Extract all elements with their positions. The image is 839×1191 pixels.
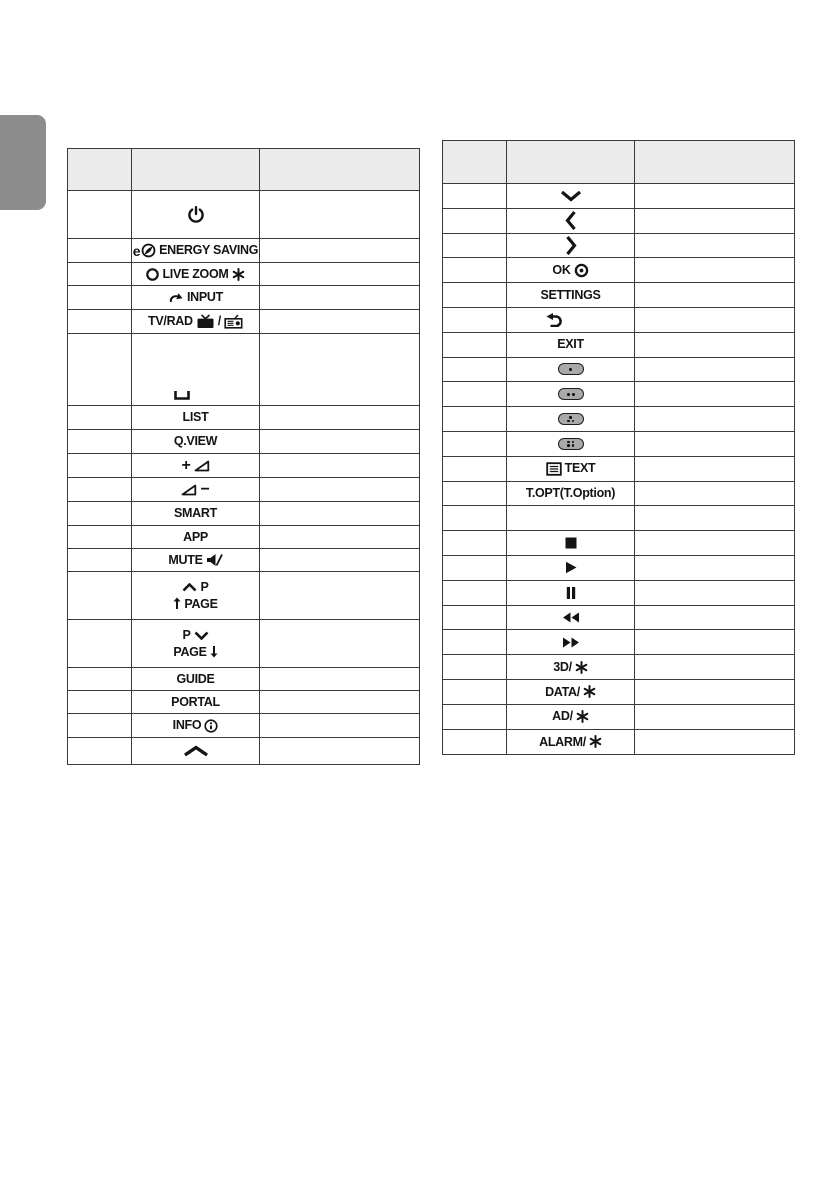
description-cell: [259, 714, 419, 737]
exit-button: [506, 333, 634, 357]
table-header-row: [443, 141, 794, 184]
fast-forward-icon: [562, 637, 580, 648]
pill-2dot-icon: [558, 388, 584, 400]
index-cell: [68, 502, 131, 525]
volume-wedge-icon: [194, 459, 210, 472]
index-cell: [68, 478, 131, 501]
asterisk-icon: [576, 710, 589, 723]
description-cell: [259, 668, 419, 690]
table-header-row: [68, 149, 419, 191]
description-cell: [634, 308, 794, 332]
ad-button-row: [443, 705, 794, 730]
description-cell: [634, 358, 794, 382]
stop-button: [506, 531, 634, 555]
description-cell: [634, 531, 794, 555]
description-cell: [634, 482, 794, 506]
rewind-button: [506, 606, 634, 630]
alarm-button-row: [443, 730, 794, 755]
text-button-row: [443, 457, 794, 482]
asterisk-icon: [232, 268, 245, 281]
description-cell: [634, 209, 794, 233]
index-cell: [443, 556, 506, 580]
index-cell: [68, 526, 131, 548]
info-button: [131, 714, 259, 737]
volume-up-button: [131, 454, 259, 477]
button-label: INFO: [172, 718, 202, 733]
index-cell: [68, 668, 131, 690]
topt-button: [506, 482, 634, 506]
index-cell: [68, 738, 131, 764]
stop-icon: [565, 537, 577, 549]
nav-down-button: [506, 184, 634, 208]
description-cell: [634, 184, 794, 208]
qview-button: [131, 430, 259, 453]
page-up-button-row: [68, 572, 419, 620]
portal-button-row: [68, 691, 419, 714]
index-cell: [443, 730, 506, 755]
settings-button: [506, 283, 634, 307]
qview-button-row: [68, 430, 419, 454]
page-arrow-down-icon: [210, 645, 218, 658]
header-cell: [68, 149, 131, 190]
index-cell: [443, 333, 506, 357]
app-button-row: [68, 526, 419, 549]
volume-down-button-row: [68, 478, 419, 502]
description-cell: [634, 234, 794, 258]
text-button: [506, 457, 634, 481]
pause-button: [506, 581, 634, 605]
index-cell: [443, 705, 506, 729]
button-label: MUTE: [168, 552, 203, 567]
button-label: +: [181, 456, 191, 474]
live-zoom-button-row: [68, 263, 419, 286]
remote-buttons-table-right: [442, 140, 795, 755]
3d-button-row: [443, 655, 794, 680]
index-cell: [68, 191, 131, 238]
description-cell: [634, 506, 794, 530]
description-cell: [634, 432, 794, 456]
index-cell: [68, 286, 131, 309]
index-cell: [443, 358, 506, 382]
index-cell: [68, 430, 131, 453]
button-label: DATA/: [545, 684, 580, 699]
empty-row: [506, 506, 634, 530]
header-cell: [634, 141, 794, 183]
app-button: [131, 526, 259, 548]
volume-down-button: [131, 478, 259, 501]
button-label: 3D/: [553, 659, 572, 674]
index-cell: [443, 308, 506, 332]
pill-4dot-icon: [558, 438, 584, 450]
description-cell: [259, 310, 419, 333]
back-button-row: [443, 308, 794, 333]
page-down-button: [131, 620, 259, 667]
asterisk-icon: [575, 661, 588, 674]
button-label: −: [200, 480, 210, 498]
pause-icon: [566, 587, 576, 599]
ok-target-icon: [574, 263, 589, 278]
description-cell: [259, 430, 419, 453]
pause-button-row: [443, 581, 794, 606]
index-cell: [68, 263, 131, 285]
button-label: SMART: [174, 506, 217, 521]
header-cell: [259, 149, 419, 190]
pill-3dot-icon: [558, 413, 584, 425]
live-zoom-button: [131, 263, 259, 285]
description-cell: [634, 382, 794, 406]
portal-button: [131, 691, 259, 713]
button-label: APP: [183, 529, 208, 544]
tv-icon: [196, 314, 215, 329]
button-label: ALARM/: [539, 734, 586, 749]
exit-button-row: [443, 333, 794, 358]
description-cell: [634, 283, 794, 307]
ok-button: [506, 258, 634, 282]
two-dot-button: [506, 382, 634, 406]
ad-button: [506, 705, 634, 729]
data-button-row: [443, 680, 794, 705]
index-cell: [443, 258, 506, 282]
description-cell: [634, 630, 794, 654]
teletext-icon: [546, 462, 562, 476]
smart-button-row: [68, 502, 419, 526]
index-cell: [68, 454, 131, 477]
four-dot-button: [506, 432, 634, 456]
index-cell: [68, 239, 131, 262]
description-cell: [634, 680, 794, 704]
input-button: [131, 286, 259, 309]
description-cell: [259, 406, 419, 429]
chevron-left-icon: [565, 210, 577, 231]
chevron-up-small-icon: [182, 583, 197, 592]
nav-left-button-row: [443, 209, 794, 234]
description-cell: [259, 691, 419, 713]
button-label: PORTAL: [171, 694, 220, 709]
topt-button-row: [443, 482, 794, 507]
description-cell: [634, 556, 794, 580]
description-cell: [259, 572, 419, 619]
index-cell: [443, 209, 506, 233]
tv-rad-button: [131, 310, 259, 333]
list-button: [131, 406, 259, 429]
info-button-row: [68, 714, 419, 738]
description-cell: [634, 258, 794, 282]
description-cell: [259, 738, 419, 764]
button-label: OK: [552, 263, 571, 278]
data-button: [506, 680, 634, 704]
button-label: ENERGY SAVING: [159, 243, 259, 258]
description-cell: [259, 549, 419, 571]
radio-icon: [224, 314, 243, 329]
three-dot-button: [506, 407, 634, 431]
space-icon: [172, 388, 192, 401]
description-cell: [634, 655, 794, 679]
ok-button-row: [443, 258, 794, 283]
chevron-up-wide-icon: [183, 745, 209, 757]
index-cell: [68, 572, 131, 619]
play-button-row: [443, 556, 794, 581]
index-cell: [68, 334, 131, 405]
index-cell: [443, 283, 506, 307]
description-cell: [259, 620, 419, 667]
mute-button-row: [68, 549, 419, 572]
description-cell: [634, 581, 794, 605]
description-cell: [634, 705, 794, 729]
back-button: [506, 308, 634, 332]
chevron-down-icon: [560, 190, 582, 202]
play-icon: [565, 561, 577, 574]
button-label: TV/RAD: [148, 314, 193, 329]
button-label: /: [217, 314, 221, 329]
two-dot-button-row: [443, 382, 794, 407]
button-label: LIST: [182, 410, 209, 425]
three-dot-button-row: [443, 407, 794, 432]
volume-wedge-icon: [181, 483, 197, 496]
one-dot-button-row: [443, 358, 794, 383]
index-cell: [443, 482, 506, 506]
button-label: P: [182, 627, 191, 642]
guide-button-row: [68, 668, 419, 691]
description-cell: [634, 333, 794, 357]
power-button: [131, 191, 259, 238]
index-cell: [443, 655, 506, 679]
energy-saving-button-row: [68, 239, 419, 263]
nav-up-button: [131, 738, 259, 764]
fast-forward-button: [506, 630, 634, 654]
button-label: TEXT: [564, 461, 596, 476]
index-cell: [443, 680, 506, 704]
nav-down-button-row: [443, 184, 794, 209]
nav-up-button-row: [68, 738, 419, 764]
index-cell: [443, 234, 506, 258]
mute-icon: [206, 553, 223, 567]
list-button-row: [68, 406, 419, 430]
header-cell: [443, 141, 506, 183]
energy-saving-icon: e: [133, 243, 156, 258]
index-cell: [443, 184, 506, 208]
description-cell: [634, 407, 794, 431]
energy-saving-button: [131, 239, 259, 262]
index-cell: [68, 310, 131, 333]
button-label: AD/: [552, 709, 573, 724]
index-cell: [443, 531, 506, 555]
circle-icon: [146, 268, 159, 281]
volume-up-button-row: [68, 454, 419, 478]
header-cell: [506, 141, 634, 183]
button-label: GUIDE: [176, 671, 215, 686]
pill-1dot-icon: [558, 363, 584, 375]
description-cell: [634, 606, 794, 630]
back-icon: [546, 313, 564, 327]
description-cell: [259, 263, 419, 285]
button-label: INPUT: [186, 290, 223, 305]
description-cell: [259, 526, 419, 548]
description-cell: [259, 502, 419, 525]
button-label: P: [200, 579, 209, 594]
play-button: [506, 556, 634, 580]
index-cell: [443, 432, 506, 456]
index-cell: [68, 620, 131, 667]
asterisk-icon: [583, 685, 596, 698]
chapter-tab: [0, 115, 46, 210]
button-label: SETTINGS: [540, 287, 601, 302]
four-dot-button-row: [443, 432, 794, 457]
button-label: PAGE: [173, 644, 207, 659]
3d-button: [506, 655, 634, 679]
power-icon: [186, 205, 206, 225]
index-cell: [68, 406, 131, 429]
description-cell: [259, 334, 419, 405]
index-cell: [443, 407, 506, 431]
info-icon: [204, 719, 218, 733]
index-cell: [443, 382, 506, 406]
tv-rad-button-row: [68, 310, 419, 334]
input-icon: [168, 291, 184, 304]
description-cell: [259, 286, 419, 309]
button-label: EXIT: [557, 337, 584, 352]
input-button-row: [68, 286, 419, 310]
guide-button: [131, 668, 259, 690]
rewind-icon: [562, 612, 580, 623]
page-down-button-row: [68, 620, 419, 668]
index-cell: [68, 691, 131, 713]
mute-button: [131, 549, 259, 571]
number-space-buttons: [131, 334, 259, 405]
index-cell: [443, 581, 506, 605]
empty-row-row: [443, 506, 794, 531]
header-cell: [131, 149, 259, 190]
nav-left-button: [506, 209, 634, 233]
nav-right-button: [506, 234, 634, 258]
button-label: LIVE ZOOM: [162, 266, 229, 281]
smart-button: [131, 502, 259, 525]
alarm-button: [506, 730, 634, 755]
rewind-button-row: [443, 606, 794, 631]
remote-buttons-table-left: [67, 148, 420, 765]
index-cell: [443, 506, 506, 530]
description-cell: [259, 239, 419, 262]
button-label: PAGE: [184, 596, 218, 611]
index-cell: [68, 549, 131, 571]
page-arrow-up-icon: [173, 597, 181, 610]
description-cell: [259, 454, 419, 477]
one-dot-button: [506, 358, 634, 382]
index-cell: [443, 630, 506, 654]
settings-button-row: [443, 283, 794, 308]
index-cell: [68, 714, 131, 737]
chevron-down-small-icon: [194, 631, 209, 640]
description-cell: [259, 191, 419, 238]
description-cell: [634, 457, 794, 481]
index-cell: [443, 606, 506, 630]
index-cell: [443, 457, 506, 481]
stop-button-row: [443, 531, 794, 556]
description-cell: [259, 478, 419, 501]
description-cell: [634, 730, 794, 755]
number-space-buttons-row: [68, 334, 419, 406]
button-label: T.OPT(T.Option): [525, 486, 616, 501]
nav-right-button-row: [443, 234, 794, 259]
button-label: Q.VIEW: [173, 434, 218, 449]
page-up-button: [131, 572, 259, 619]
fast-forward-button-row: [443, 630, 794, 655]
asterisk-icon: [589, 735, 602, 748]
chevron-right-icon: [565, 235, 577, 256]
power-button-row: [68, 191, 419, 239]
